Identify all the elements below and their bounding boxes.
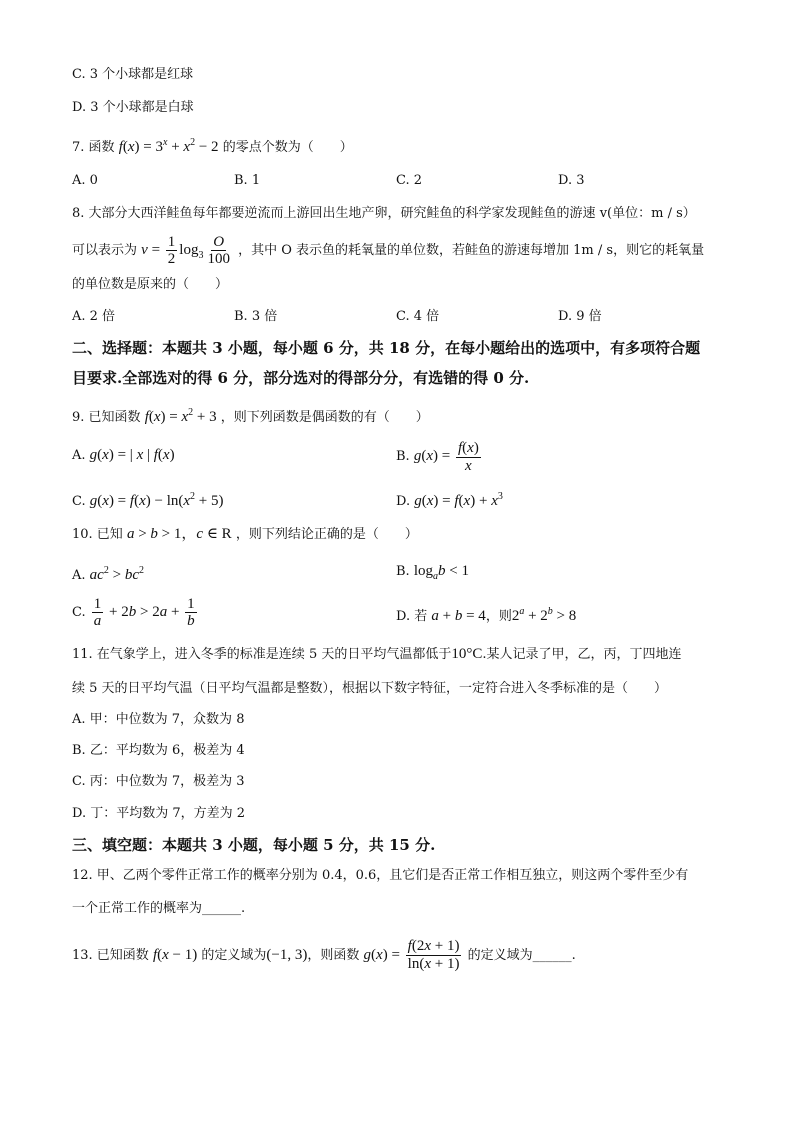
q9-option-c-label: C. (72, 494, 86, 509)
q11-option-a: A. 甲：中位数为 7，众数为 8 (72, 712, 245, 727)
q11-option-c: C. 丙：中位数为 7，极差为 3 (72, 774, 245, 789)
q8-formula: v (141, 242, 148, 258)
q7-option-d: D. 3 (558, 173, 585, 188)
q13-prefix: 13. 已知函数 (72, 948, 149, 963)
q13-suffix: 的定义域为______. (467, 948, 576, 963)
q10-option-c-label: C. (72, 605, 86, 620)
q11-option-d: D. 丁：平均数为 7，方差为 2 (72, 806, 246, 821)
q9-option-d: D. $g(x) = f(x) + x^3$ (396, 491, 503, 509)
q6-option-c: C. 3 个小球都是红球 (72, 67, 194, 82)
q9-formula: f (144, 409, 149, 425)
q10-stem: 10. 已知 a > b > 1，c ∈ R ，则下列结论正确的是（ ） (72, 526, 418, 542)
q12-line2: 一个正常工作的概率为______. (72, 901, 246, 916)
q10-option-b: B. $\log_ab < 1$ (396, 563, 469, 582)
q7-stem-prefix: 7. 函数 (72, 140, 115, 155)
q7-stem-suffix: 的零点个数为（ ） (222, 140, 353, 155)
q8-option-d: D. 9 倍 (558, 309, 602, 324)
q10-option-c: C. $\frac{1}{a}$ + 2b > 2a + $\frac{1}{b}$ (72, 596, 195, 629)
q8-option-b: B. 3 倍 (234, 309, 278, 324)
section3-heading: 三、填空题：本题共 3 小题，每小题 5 分，共 15 分. (72, 836, 436, 854)
q7-option-a: A. 0 (72, 173, 98, 188)
q8-line2: 可以表示为 v = $\frac{1}{2}$ $\log_3$ $\frac{O}{100}$ ，其中 O 表示鱼的耗氧量的单位数，若鲑鱼的游速每增加 1m / s，则它的耗氧量 (72, 234, 705, 267)
q9-option-a-label: A. (72, 448, 86, 463)
q11-line1-suffix: .某人记录了甲，乙，丙，丁四地连 (482, 647, 682, 662)
q11-line1: 11. 在气象学上，进入冬季的标准是连续 5 天的日平均气温都低于10°C.某人记录了甲，乙，丙，丁四地连 (72, 646, 682, 662)
q10-option-a: A. $ac^2 > bc^2$ (72, 565, 144, 583)
q8-line2-prefix: 可以表示为 (72, 243, 138, 258)
q11-line1-prefix: 11. 在气象学上，进入冬季的标准是连续 5 天的日平均气温都低于 (72, 647, 452, 662)
q9-option-b-label: B. (396, 449, 410, 464)
q8-line1-prefix: 8. 大部分大西洋鲑鱼每年都要逆流而上游回出生地产卵，研究鲑鱼的科学家发现鲑鱼的游速 (72, 206, 596, 221)
q9-stem-prefix: 9. 已知函数 (72, 410, 141, 425)
q10-option-d-label: D. 若 (396, 609, 428, 624)
q12-line1: 12. 甲、乙两个零件正常工作的概率分别为 0.4，0.6，且它们是否正常工作相互独立，则这两个零件至少有 (72, 868, 689, 883)
q10-option-b-label: B. (396, 564, 410, 579)
q13-mid2: ，则函数 (307, 948, 360, 963)
q11-line2: 续 5 天的日平均气温（日平均气温都是整数），根据以下数字特征，一定符合进入冬季标准的是（ ） (72, 681, 668, 696)
q13-mid1: 的定义域为 (201, 948, 267, 963)
q7-option-b: B. 1 (234, 173, 261, 188)
section2-heading-line2: 目要求.全部选对的得 6 分，部分选对的得部分分，有选错的得 0 分. (72, 369, 530, 387)
q9-stem: 9. 已知函数 $f(x) = x^2 + 3$ ，则下列函数是偶函数的有（ ） (72, 407, 429, 425)
q10-option-d-mid: ，则 (485, 609, 512, 624)
q6-option-d: D. 3 个小球都是白球 (72, 100, 194, 115)
q13-stem: 13. 已知函数 f(x − 1) 的定义域为(−1, 3)，则函数 g(x) = $\frac{f(2x + 1)}{\ln(x + 1)}$ 的定义域为______. (72, 938, 576, 972)
q10-option-d: D. 若 a + b = 4，则$2^a + 2^b > 8$ (396, 606, 577, 624)
q8-line3: 的单位数是原来的（ ） (72, 277, 229, 292)
q8-line1-unit: v(单位：m / s） (599, 206, 696, 221)
q7-option-c: C. 2 (396, 173, 423, 188)
q9-option-c: C. $g(x) = f(x) - \ln(x^2 + 5)$ (72, 491, 224, 509)
q8-option-c: C. 4 倍 (396, 309, 440, 324)
q8-line1 (72, 205, 696, 223)
q9-stem-suffix: ，则下列函数是偶函数的有（ ） (220, 410, 429, 425)
q7-formula: f (118, 139, 123, 155)
section2-heading-line1: 二、选择题：本题共 3 小题，每小题 6 分，共 18 分，在每小题给出的选项中，有多项符合题 (72, 339, 701, 357)
q8-line2-suffix: ，其中 O 表示鱼的耗氧量的单位数，若鲑鱼的游速每增加 1m / s，则它的耗氧量 (238, 243, 705, 258)
q11-option-b: B. 乙：平均数为 6，极差为 4 (72, 743, 245, 758)
q8-option-a: A. 2 倍 (72, 309, 116, 324)
q10-stem-prefix: 10. 已知 (72, 527, 123, 542)
q9-option-d-label: D. (396, 494, 411, 509)
q10-stem-suffix: ，则下列结论正确的是（ ） (235, 527, 418, 542)
q7-stem: 7. 函数 $f(x) = 3^x + x^2 - 2$ 的零点个数为（ ） (72, 137, 353, 155)
q9-option-a: A. g(x) = | x | f(x) (72, 447, 175, 463)
q9-option-b: B. g(x) = $\frac{f(x)}{x}$ (396, 439, 479, 474)
q10-option-a-label: A. (72, 568, 86, 583)
